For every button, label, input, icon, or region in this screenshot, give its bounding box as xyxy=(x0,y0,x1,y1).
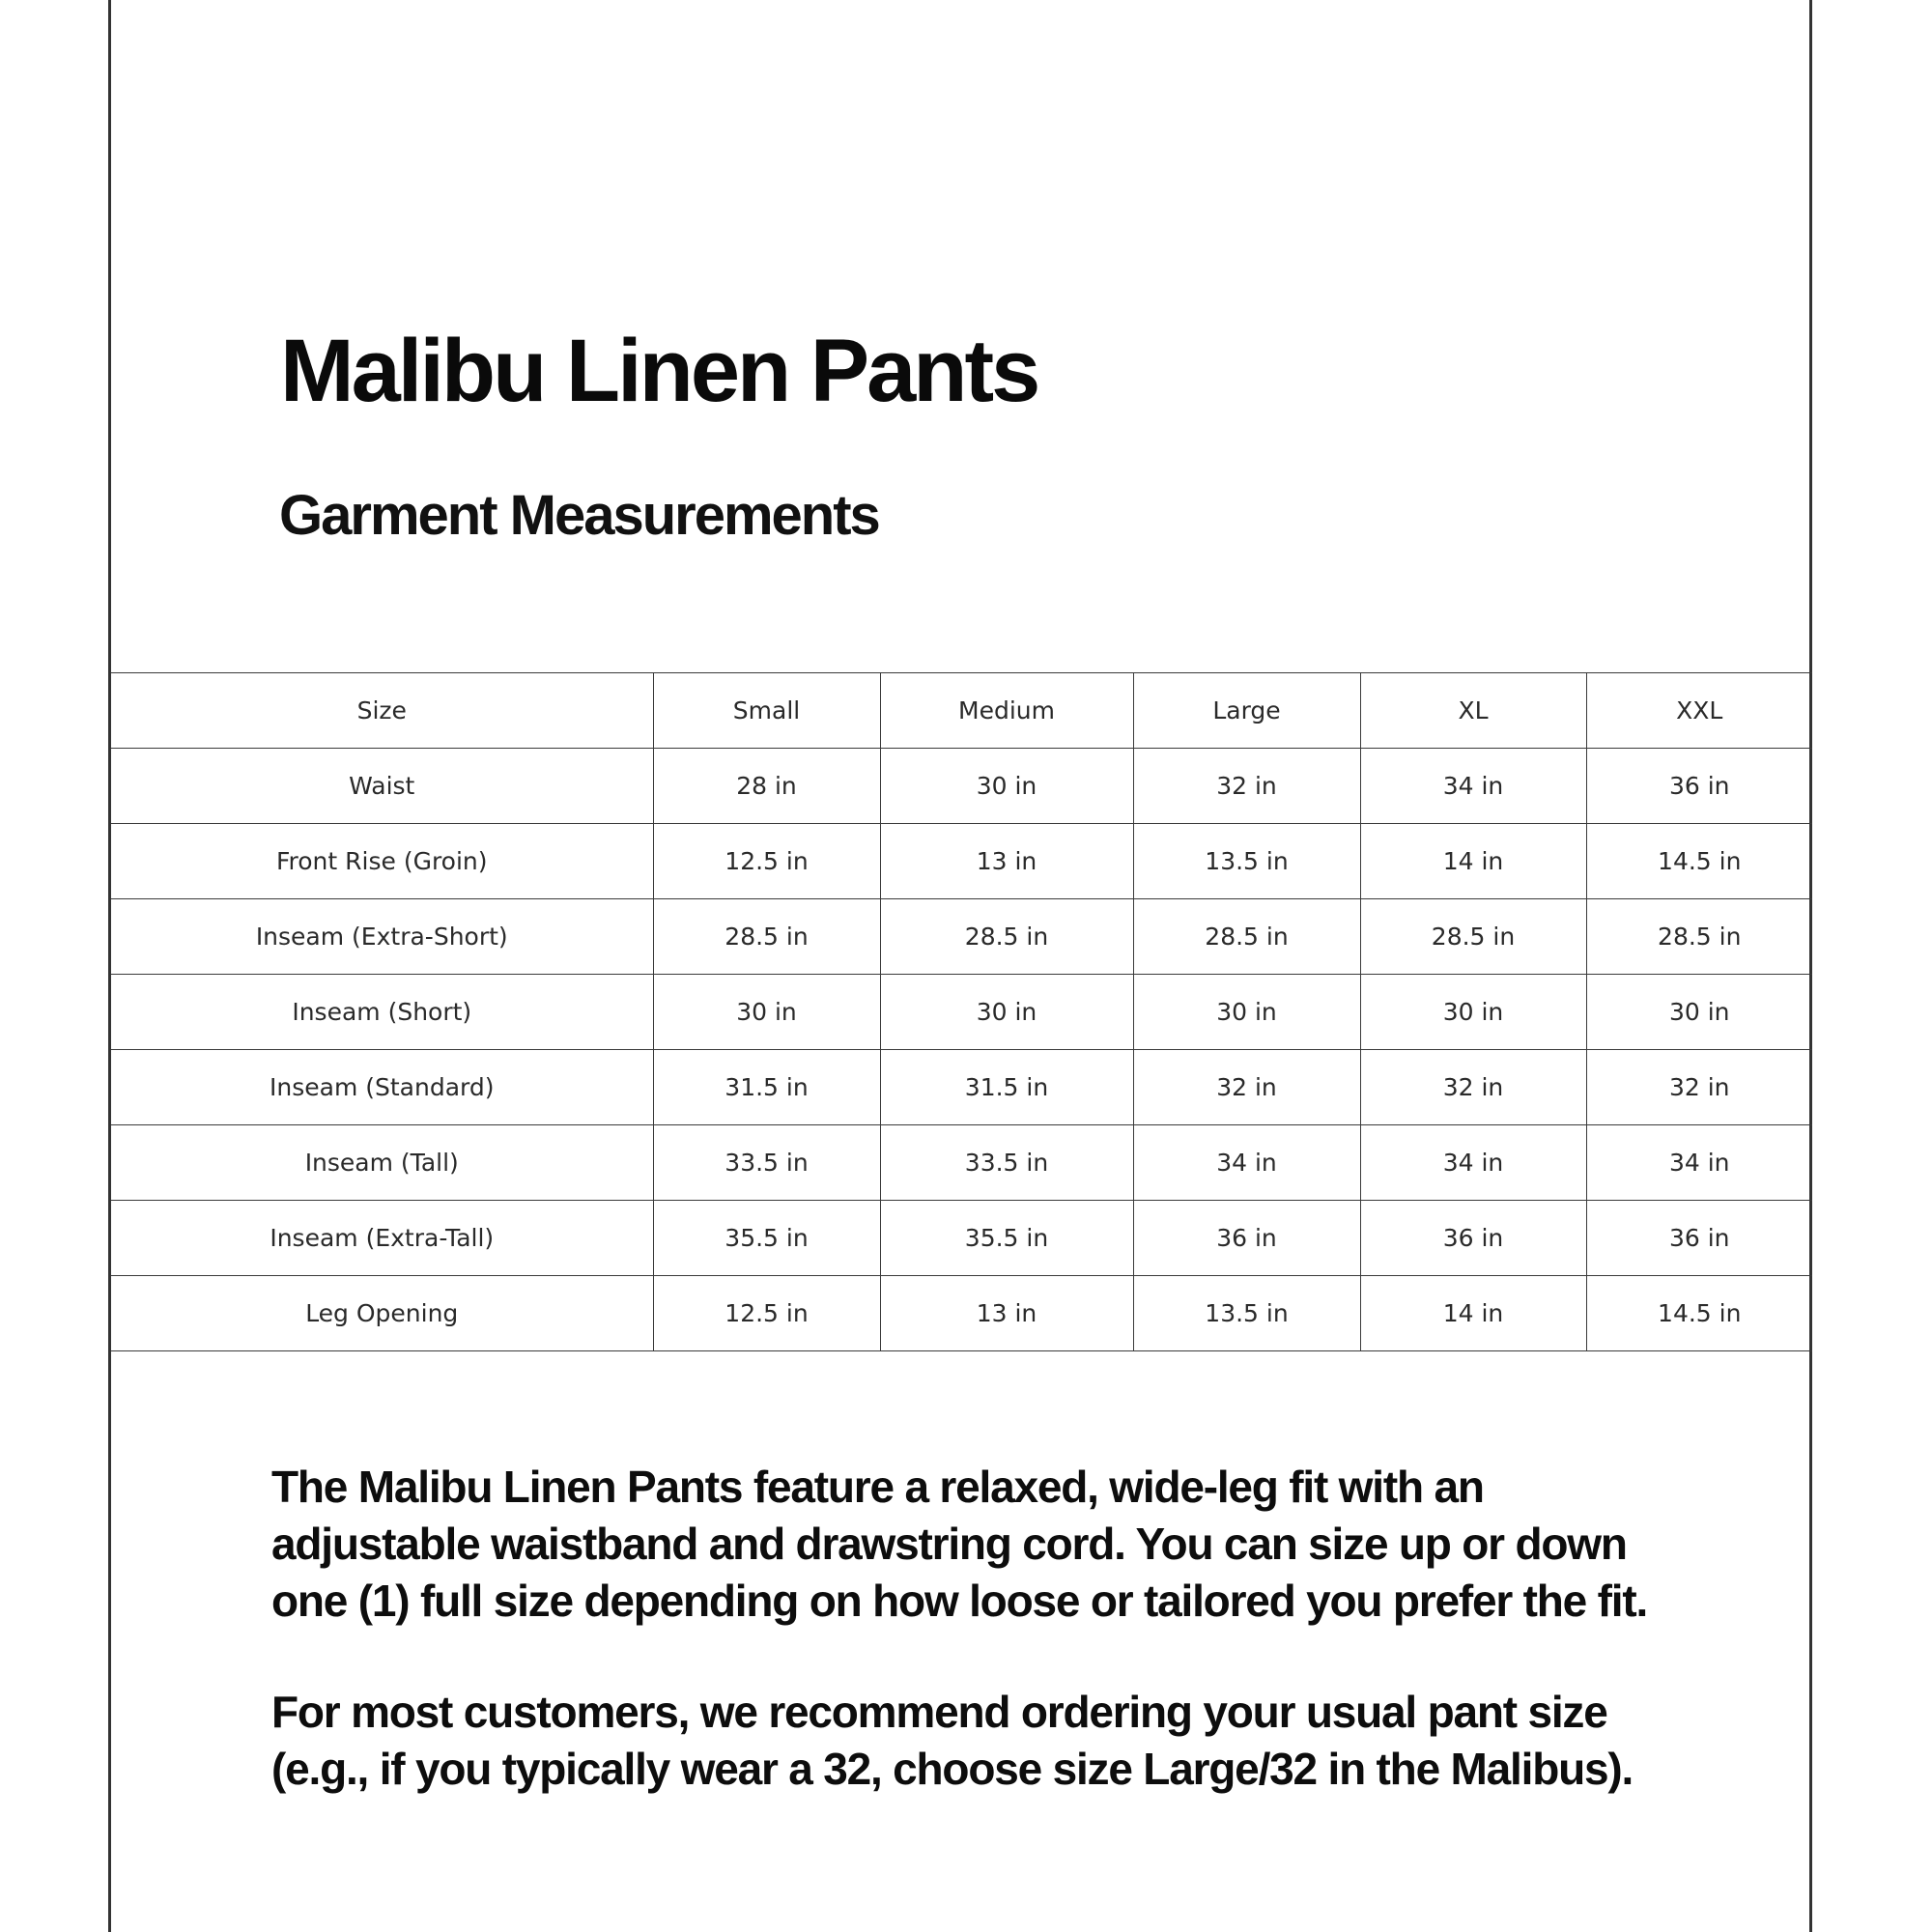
table-row xyxy=(111,1201,1812,1276)
table-cell: 36 in xyxy=(1586,749,1812,824)
row-label: Inseam (Standard) xyxy=(111,1050,653,1125)
table-cell: 32 in xyxy=(1133,749,1360,824)
table-row xyxy=(111,1125,1812,1201)
header-xxl: XXL xyxy=(1586,673,1812,749)
table-cell: 28.5 in xyxy=(1133,899,1360,975)
table-cell: 30 in xyxy=(1360,975,1586,1050)
table-cell: 36 in xyxy=(1586,1201,1812,1276)
table-cell: 13 in xyxy=(880,1276,1133,1351)
table-cell: 14.5 in xyxy=(1586,1276,1812,1351)
table-cell: 14.5 in xyxy=(1586,824,1812,899)
table-cell: 13 in xyxy=(880,824,1133,899)
table-cell: 33.5 in xyxy=(653,1125,880,1201)
header-small: Small xyxy=(653,673,880,749)
row-label: Inseam (Short) xyxy=(111,975,653,1050)
table-cell: 36 in xyxy=(1133,1201,1360,1276)
header-medium: Medium xyxy=(880,673,1133,749)
fit-description-paragraph: The Malibu Linen Pants feature a relaxed, wide-leg fit with an adjustable waistband and drawstring cord. You can size up or down one (1) full size depending on how loose or tailored you prefer the fit. xyxy=(271,1462,1648,1626)
table-cell: 31.5 in xyxy=(653,1050,880,1125)
table-cell: 31.5 in xyxy=(880,1050,1133,1125)
table-cell: 28.5 in xyxy=(653,899,880,975)
section-subtitle: Garment Measurements xyxy=(279,484,879,547)
table-cell: 32 in xyxy=(1586,1050,1812,1125)
table-row xyxy=(111,749,1812,824)
table-cell: 34 in xyxy=(1133,1125,1360,1201)
table-cell: 33.5 in xyxy=(880,1125,1133,1201)
table-cell: 34 in xyxy=(1360,1125,1586,1201)
table-row xyxy=(111,1276,1812,1351)
table-cell: 30 in xyxy=(880,749,1133,824)
table-cell: 36 in xyxy=(1360,1201,1586,1276)
header-size: Size xyxy=(111,673,653,749)
size-chart-table xyxy=(111,672,1812,1351)
table-cell: 30 in xyxy=(653,975,880,1050)
table-cell: 28.5 in xyxy=(880,899,1133,975)
table-cell: 28 in xyxy=(653,749,880,824)
table-row xyxy=(111,824,1812,899)
table-cell: 34 in xyxy=(1586,1125,1812,1201)
table-cell: 28.5 in xyxy=(1586,899,1812,975)
table-header-row xyxy=(111,673,1812,749)
table-cell: 32 in xyxy=(1133,1050,1360,1125)
table-cell: 30 in xyxy=(1133,975,1360,1050)
table-cell: 35.5 in xyxy=(653,1201,880,1276)
table-cell: 14 in xyxy=(1360,824,1586,899)
size-recommendation-paragraph: For most customers, we recommend ordering your usual pant size (e.g., if you typically wear a 32, choose size Large/32 in the Malibus). xyxy=(271,1687,1634,1794)
table-cell: 14 in xyxy=(1360,1276,1586,1351)
table-cell: 30 in xyxy=(880,975,1133,1050)
table-cell: 34 in xyxy=(1360,749,1586,824)
table-cell: 32 in xyxy=(1360,1050,1586,1125)
table-row xyxy=(111,975,1812,1050)
row-label: Inseam (Extra-Tall) xyxy=(111,1201,653,1276)
row-label: Leg Opening xyxy=(111,1276,653,1351)
table-cell: 13.5 in xyxy=(1133,824,1360,899)
table-cell: 35.5 in xyxy=(880,1201,1133,1276)
header-large: Large xyxy=(1133,673,1360,749)
table-row xyxy=(111,1050,1812,1125)
table-row xyxy=(111,899,1812,975)
table-cell: 13.5 in xyxy=(1133,1276,1360,1351)
table-cell: 28.5 in xyxy=(1360,899,1586,975)
page-title: Malibu Linen Pants xyxy=(280,322,1038,420)
table-cell: 30 in xyxy=(1586,975,1812,1050)
row-label: Inseam (Tall) xyxy=(111,1125,653,1201)
row-label: Waist xyxy=(111,749,653,824)
row-label: Front Rise (Groin) xyxy=(111,824,653,899)
table-cell: 12.5 in xyxy=(653,824,880,899)
row-label: Inseam (Extra-Short) xyxy=(111,899,653,975)
header-xl: XL xyxy=(1360,673,1586,749)
table-cell: 12.5 in xyxy=(653,1276,880,1351)
